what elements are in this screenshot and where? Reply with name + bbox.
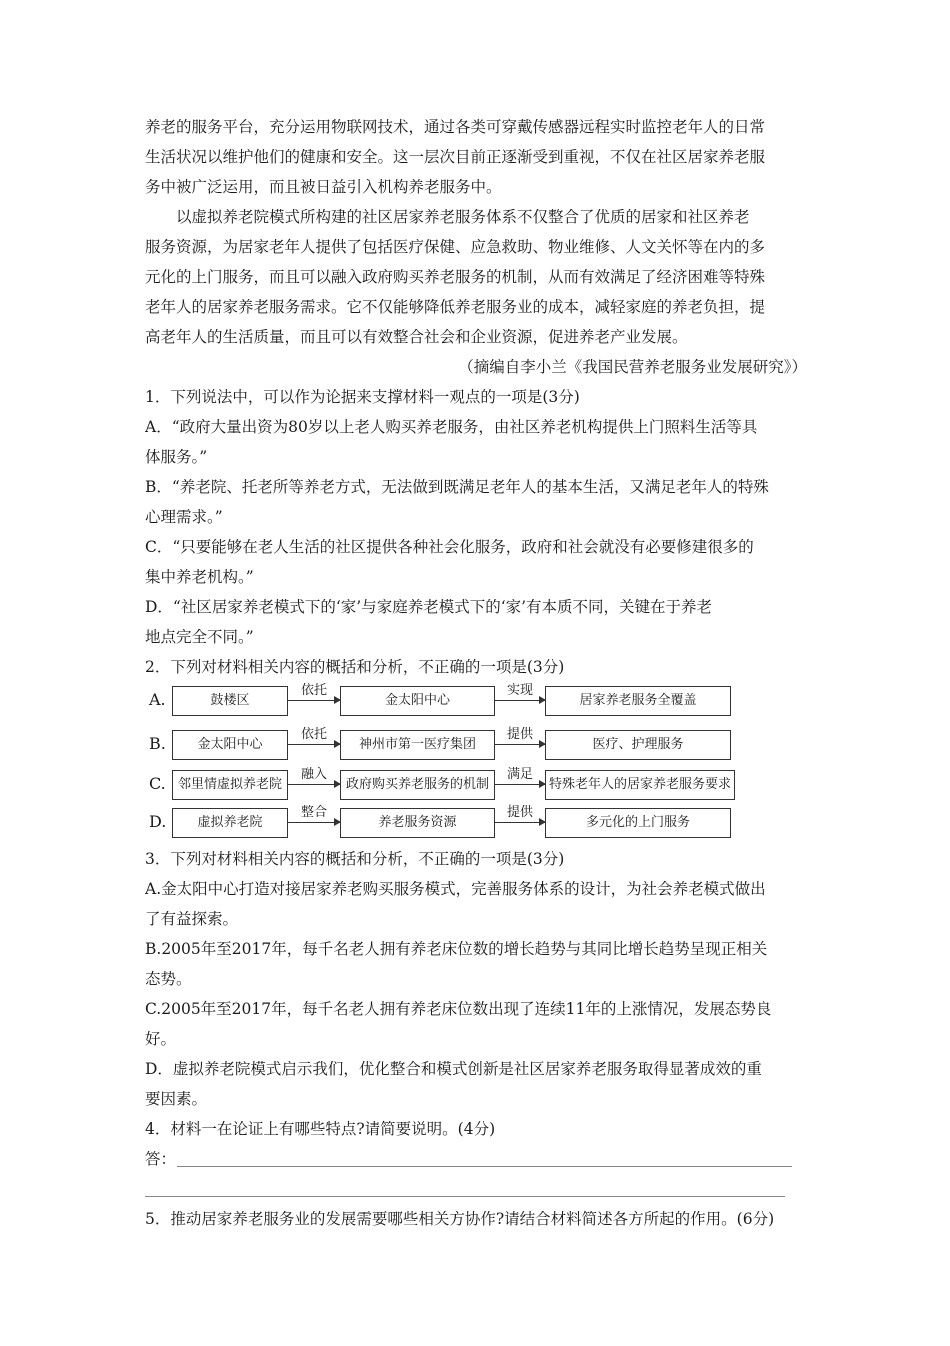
passage-line: 高老年人的生活质量，而且可以有效整合社会和企业资源，促进养老产业发展。 xyxy=(145,328,688,346)
arrow-label: 整合 xyxy=(300,805,327,820)
answer-row xyxy=(145,1144,807,1174)
diagram-row-c xyxy=(145,768,807,802)
flow-box: 特殊老年人的居家养老服务要求 xyxy=(545,770,735,800)
flow-box: 政府购买养老服务的机制 xyxy=(340,770,495,800)
answer-line[interactable] xyxy=(145,1196,785,1197)
flow-box: 金太阳中心 xyxy=(340,686,495,716)
q3-option-d: D．虚拟养老院模式启示我们，优化整合和模式创新是社区居家养老服务取得显著成效的重 xyxy=(145,1060,762,1078)
q1-option-b-cont: 心理需求。” xyxy=(145,508,223,526)
passage-line: 生活状况以维护他们的健康和安全。这一层次目前正逐渐受到重视，不仅在社区居家养老服 xyxy=(145,148,766,166)
arrow-icon xyxy=(288,805,340,823)
row-label: A. xyxy=(149,690,166,709)
q3-option-a: A.金太阳中心打造对接居家养老购买服务模式，完善服务体系的设计，为社会养老模式做出 xyxy=(145,880,766,898)
arrow-label: 提供 xyxy=(506,805,533,820)
flow-box: 多元化的上门服务 xyxy=(545,808,731,838)
passage-line: 元化的上门服务，而且可以融入政府购买养老服务的机制，从而有效满足了经济困难等特殊 xyxy=(145,268,766,286)
question-5-stem: 5．推动居家养老服务业的发展需要哪些相关方协作?请结合材料简述各方所起的作用。(6分) xyxy=(145,1210,775,1228)
question-1-stem: 1．下列说法中，可以作为论据来支撑材料一观点的一项是(3分) xyxy=(145,388,580,406)
arrow-label: 融入 xyxy=(300,767,327,782)
diagram-row-b xyxy=(145,728,807,762)
flow-box: 鼓楼区 xyxy=(172,686,288,716)
answer-row-2 xyxy=(145,1174,807,1204)
arrow-icon xyxy=(288,767,340,785)
flow-box: 邻里情虚拟养老院 xyxy=(172,770,288,800)
flow-diagram xyxy=(145,684,807,844)
diagram-row-d xyxy=(145,806,807,840)
source-citation: （摘编自李小兰《我国民营养老服务业发展研究》） xyxy=(458,358,807,376)
arrow-label: 依托 xyxy=(300,683,327,698)
q1-option-b: B．“养老院、托老所等养老方式，无法做到既满足老年人的基本生活，又满足老年人的特殊 xyxy=(145,478,769,496)
q1-option-a: A．“政府大量出资为80岁以上老人购买养老服务，由社区养老机构提供上门照料生活等具 xyxy=(145,418,758,436)
q3-option-d-cont: 要因素。 xyxy=(145,1090,208,1108)
diagram-row-a xyxy=(145,684,807,718)
row-label: D. xyxy=(149,812,167,831)
flow-box: 医疗、护理服务 xyxy=(545,730,731,760)
answer-line[interactable] xyxy=(177,1166,792,1167)
q1-option-c-cont: 集中养老机构。” xyxy=(145,568,254,586)
flow-box: 虚拟养老院 xyxy=(172,808,288,838)
arrow-icon xyxy=(495,683,545,701)
question-2-stem: 2．下列对材料相关内容的概括和分析，不正确的一项是(3分) xyxy=(145,658,565,676)
arrow-icon xyxy=(288,683,340,701)
exam-page xyxy=(145,112,807,1234)
arrow-label: 提供 xyxy=(506,727,533,742)
question-4-stem: 4．材料一在论证上有哪些特点?请简要说明。(4分) xyxy=(145,1120,496,1138)
passage-line: 老年人的居家养老服务需求。它不仅能够降低养老服务业的成本，减轻家庭的养老负担，提 xyxy=(145,298,766,316)
arrow-label: 依托 xyxy=(300,727,327,742)
q3-option-c-cont: 好。 xyxy=(145,1030,177,1048)
flow-box: 养老服务资源 xyxy=(340,808,495,838)
q1-option-c: C．“只要能够在老人生活的社区提供各种社会化服务，政府和社会就没有必要修建很多的 xyxy=(145,538,754,556)
q3-option-b-cont: 态势。 xyxy=(145,970,192,988)
q3-option-b: B.2005年至2017年，每千名老人拥有养老床位数的增长趋势与其同比增长趋势呈现正相关 xyxy=(145,940,768,958)
arrow-icon xyxy=(495,727,545,745)
passage-line: 服务资源，为居家老年人提供了包括医疗保健、应急救助、物业维修、人文关怀等在内的多 xyxy=(145,238,766,256)
passage-line: 以虚拟养老院模式所构建的社区居家养老服务体系不仅整合了优质的居家和社区养老 xyxy=(176,208,750,226)
row-label: B. xyxy=(149,734,166,753)
arrow-label: 满足 xyxy=(506,767,533,782)
question-3-stem: 3．下列对材料相关内容的概括和分析，不正确的一项是(3分) xyxy=(145,850,565,868)
flow-box: 神州市第一医疗集团 xyxy=(340,730,495,760)
flow-box: 居家养老服务全覆盖 xyxy=(545,686,731,716)
arrow-icon xyxy=(495,767,545,785)
arrow-label: 实现 xyxy=(506,683,533,698)
q3-option-c: C.2005年至2017年，每千名老人拥有养老床位数出现了连续11年的上涨情况，发展态势良 xyxy=(145,1000,772,1018)
passage-line: 养老的服务平台，充分运用物联网技术，通过各类可穿戴传感器远程实时监控老年人的日常 xyxy=(145,118,766,136)
flow-box: 金太阳中心 xyxy=(172,730,288,760)
row-label: C. xyxy=(149,774,166,793)
q1-option-a-cont: 体服务。” xyxy=(145,448,208,466)
q1-option-d-cont: 地点完全不同。” xyxy=(145,628,254,646)
arrow-icon xyxy=(495,805,545,823)
answer-label: 答： xyxy=(145,1150,177,1168)
q3-option-a-cont: 了有益探索。 xyxy=(145,910,239,928)
arrow-icon xyxy=(288,727,340,745)
passage-line: 务中被广泛运用，而且被日益引入机构养老服务中。 xyxy=(145,178,502,196)
q1-option-d: D．“社区居家养老模式下的‘家’与家庭养老模式下的‘家’有本质不同，关键在于养老 xyxy=(145,598,713,616)
